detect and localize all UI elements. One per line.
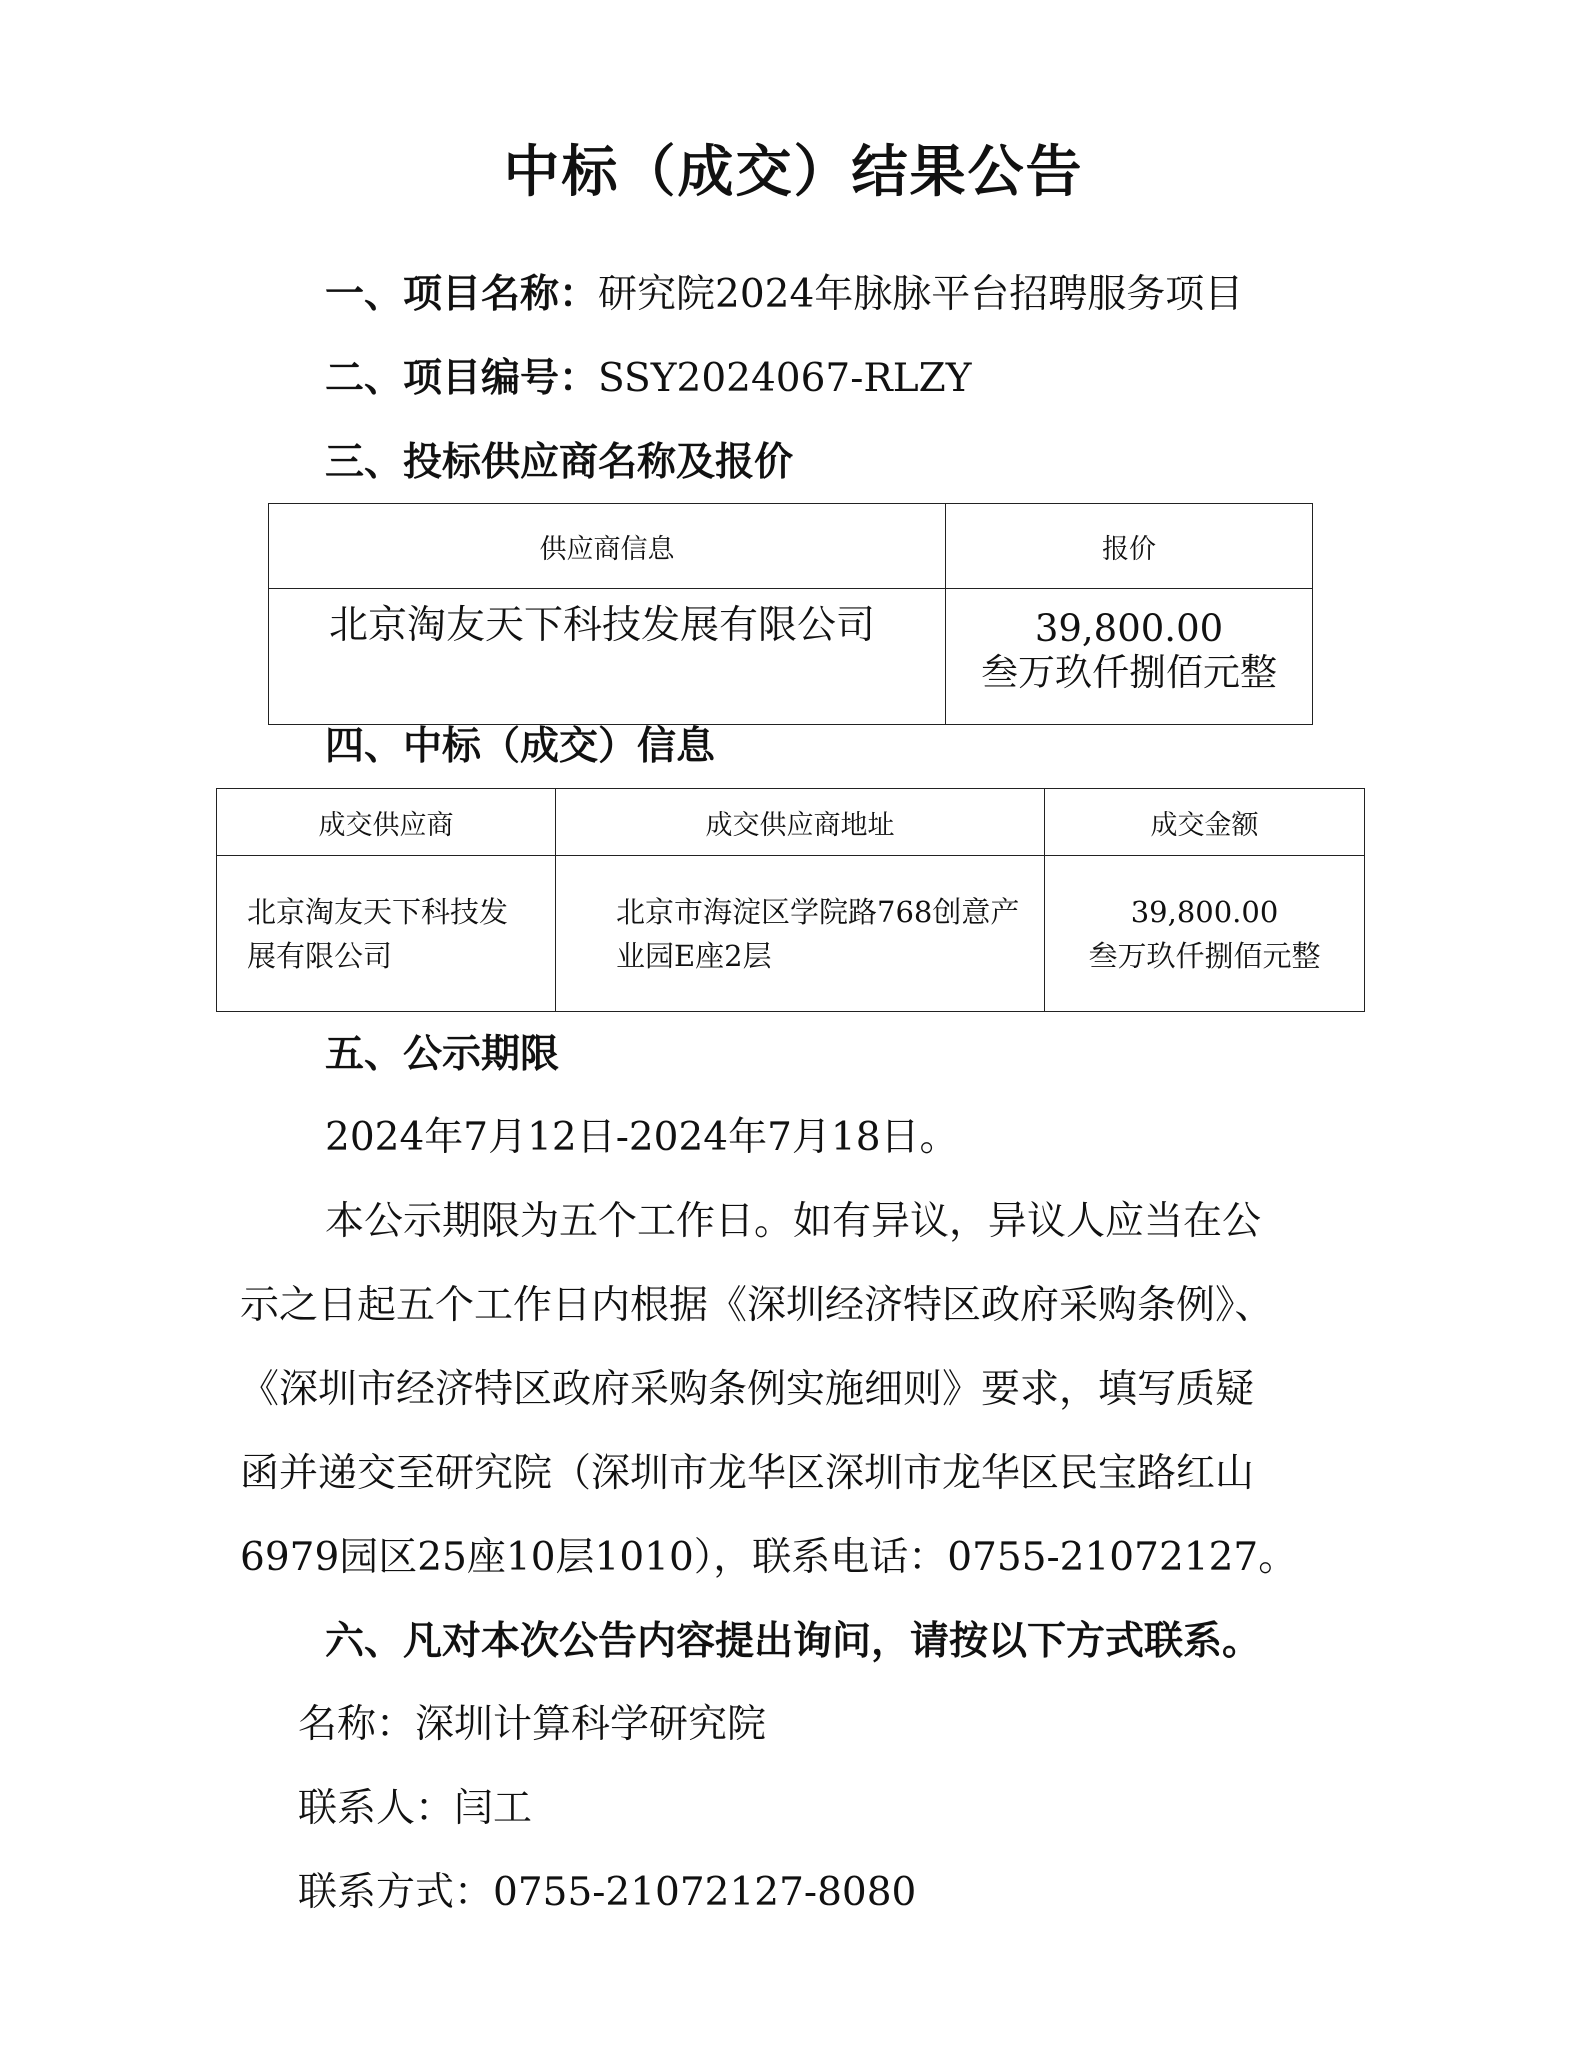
project-name-value: 研究院2024年脉脉平台招聘服务项目	[598, 272, 1244, 317]
project-number-line	[325, 354, 972, 404]
publicity-period: 2024年7月12日-2024年7月18日。	[325, 1115, 959, 1160]
objection-text-line: 函并递交至研究院（深圳市龙华区深圳市龙华区民宝路红山	[240, 1451, 1255, 1496]
section-period-heading: 五、公示期限	[325, 1032, 560, 1077]
bidder-name-cell: 北京淘友天下科技发展有限公司	[269, 589, 946, 725]
table-header-row	[269, 504, 1313, 589]
award-amount-cell	[1045, 856, 1365, 1012]
column-header-price: 报价	[946, 504, 1313, 589]
objection-text-line: 《深圳市经济特区政府采购条例实施细则》要求，填写质疑	[240, 1367, 1255, 1412]
column-header-supplier-address: 成交供应商地址	[556, 789, 1045, 856]
objection-text-line: 本公示期限为五个工作日。如有异议，异议人应当在公	[325, 1199, 1262, 1244]
award-amount-value: 39,800.00	[1130, 894, 1279, 929]
objection-text-line: 示之日起五个工作日内根据《深圳经济特区政府采购条例》、	[240, 1283, 1274, 1328]
table-row	[217, 856, 1365, 1012]
bidder-price-cell	[946, 589, 1313, 725]
table-header-row	[217, 789, 1365, 856]
section-contact-heading: 六、凡对本次公告内容提出询问，请按以下方式联系。	[325, 1619, 1262, 1664]
bidder-price-words: 叁万玖仟捌佰元整	[981, 651, 1277, 694]
contact-organization: 名称：深圳计算科学研究院	[298, 1702, 767, 1747]
page-title: 中标（成交）结果公告	[503, 140, 1084, 205]
award-amount-words: 叁万玖仟捌佰元整	[1088, 938, 1321, 973]
project-name-label: 一、项目名称：	[325, 272, 599, 317]
project-number-label: 二、项目编号：	[325, 356, 599, 401]
award-table	[216, 788, 1365, 1012]
project-number-value: SSY2024067-RLZY	[598, 356, 972, 401]
section-bidders-heading: 三、投标供应商名称及报价	[325, 440, 794, 485]
project-name-line	[325, 270, 1243, 320]
section-award-heading: 四、中标（成交）信息	[325, 724, 716, 769]
column-header-supplier-info: 供应商信息	[269, 504, 946, 589]
bidder-price-amount: 39,800.00	[1034, 607, 1224, 650]
objection-text-line: 6979园区25座10层1010），联系电话：0755-21072127。	[240, 1535, 1298, 1580]
contact-person: 联系人：闫工	[298, 1786, 533, 1831]
awarded-supplier-cell: 北京淘友天下科技发展有限公司	[217, 856, 556, 1012]
column-header-award-amount: 成交金额	[1045, 789, 1365, 856]
bidders-table	[268, 503, 1313, 725]
supplier-address-cell: 北京市海淀区学院路768创意产业园E座2层	[556, 856, 1045, 1012]
table-row	[269, 589, 1313, 725]
contact-phone: 联系方式：0755-21072127-8080	[298, 1870, 917, 1915]
column-header-awarded-supplier: 成交供应商	[217, 789, 556, 856]
